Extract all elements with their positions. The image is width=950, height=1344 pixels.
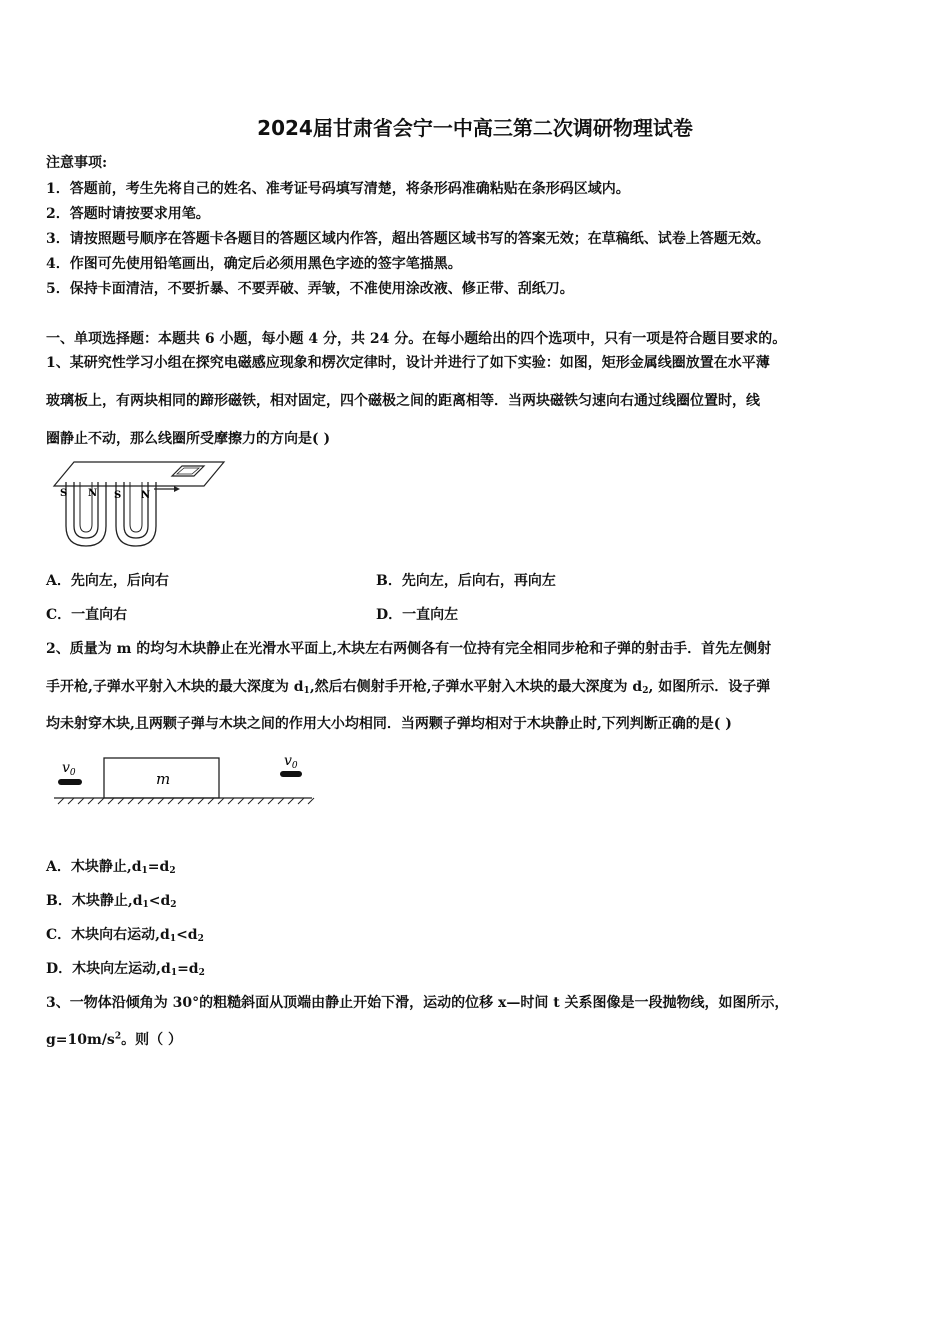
exam-title: 2024届甘肃省会宁一中高三第二次调研物理试卷 xyxy=(257,116,693,140)
notice-heading: 注意事项: xyxy=(46,155,108,171)
notice-item: 2．答题时请按要求用笔。 xyxy=(46,206,210,222)
block-bullet-figure xyxy=(52,754,316,808)
question-1-text: 圈静止不动，那么线圈所受摩擦力的方向是( ) xyxy=(46,431,331,447)
option-b: B．木块静止$,d_1<d_2$ xyxy=(46,893,177,910)
option-c: C．一直向右 xyxy=(46,607,128,623)
pole-label: N xyxy=(141,490,151,501)
option-a: A．先向左，后向右 xyxy=(46,573,169,589)
question-3-text: $g=10m/s^2$。则（ ） xyxy=(46,1031,182,1048)
question-1-text: 玻璃板上，有两块相同的蹄形磁铁，相对固定，四个磁极之间的距离相等．当两块磁铁匀速向右通过线圈位置时，线 xyxy=(46,393,760,409)
question-2-text: 手开枪,子弹水平射入木块的最大深度为 $d_1$,然后右侧射手开枪,子弹水平射入木块的最大深度为 $d_2$, 如图所示．设子弹 xyxy=(46,679,771,696)
velocity-label: $v_0$ xyxy=(284,754,298,771)
block-label: m xyxy=(156,770,171,788)
question-3-text: 3、一物体沿倾角为 30°的粗糙斜面从顶端由静止开始下滑，运动的位移 x—时间 t 关系图像是一段抛物线，如图所示， xyxy=(46,995,789,1011)
option-b: B．先向左，后向右，再向左 xyxy=(376,573,556,589)
section-heading: 一、单项选择题：本题共 6 小题，每小题 4 分，共 24 分。在每小题给出的四个选项中，只有一项是符合题目要求的。 xyxy=(46,331,787,347)
option-d: D．木块向左运动$,d_1=d_2$ xyxy=(46,961,205,978)
notice-item: 5．保持卡面清洁，不要折暴、不要弄破、弄皱，不准使用涂改液、修正带、刮纸刀。 xyxy=(46,281,574,297)
option-c: C．木块向右运动$,d_1<d_2$ xyxy=(46,927,204,944)
notice-item: 1．答题前，考生先将自己的姓名、准考证号码填写清楚，将条形码准确粘贴在条形码区域内。 xyxy=(46,181,630,197)
pole-label: S xyxy=(60,488,68,499)
question-1-text: 1、某研究性学习小组在探究电磁感应现象和楞次定律时，设计并进行了如下实验：如图，矩形金属线圈放置在水平薄 xyxy=(46,355,770,371)
magnet-coil-figure xyxy=(44,456,234,552)
question-2-text: 2、质量为 m 的均匀木块静止在光滑水平面上,木块左右两侧各有一位持有完全相同步枪和子弹的射击手．首先左侧射 xyxy=(46,641,772,657)
question-2-text: 均未射穿木块,且两颗子弹与木块之间的作用大小均相同．当两颗子弹均相对于木块静止时,下列判断正确的是( ) xyxy=(46,716,732,732)
pole-label: N xyxy=(88,488,98,499)
option-a: A．木块静止$,d_1=d_2$ xyxy=(46,859,176,876)
pole-label: S xyxy=(114,490,122,501)
notice-item: 3．请按照题号顺序在答题卡各题目的答题区域内作答，超出答题区域书写的答案无效；在草稿纸、试卷上答题无效。 xyxy=(46,231,770,247)
option-d: D．一直向左 xyxy=(376,607,459,623)
notice-item: 4．作图可先使用铅笔画出，确定后必须用黑色字迹的签字笔描黑。 xyxy=(46,256,462,272)
velocity-label: $v_0$ xyxy=(62,760,76,778)
